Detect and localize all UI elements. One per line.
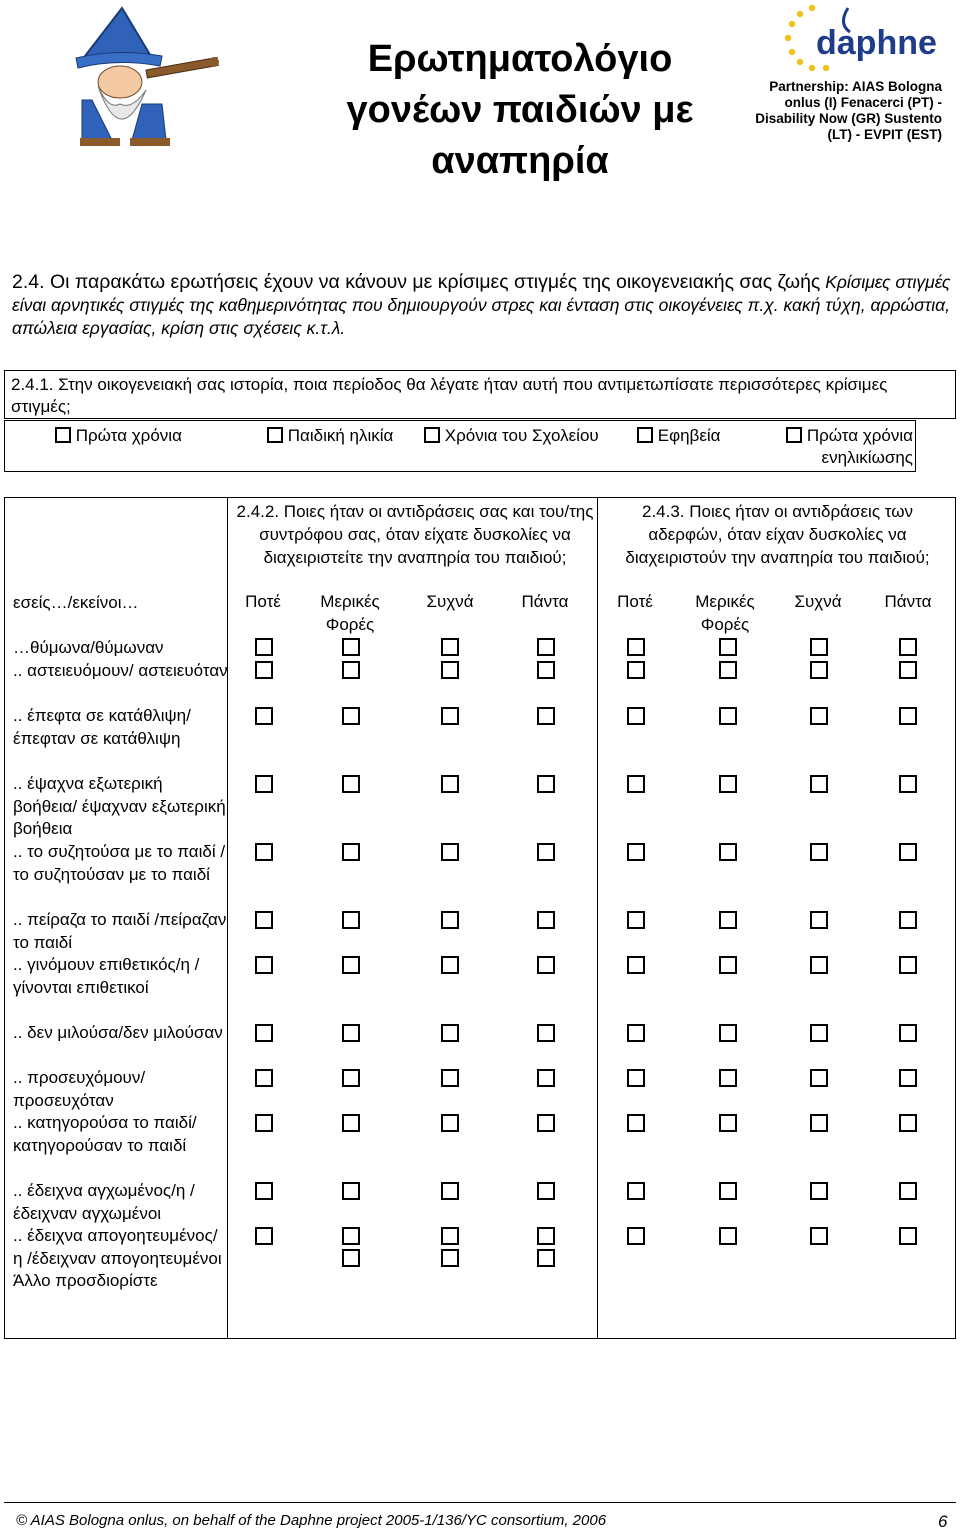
frequency-checkbox[interactable] [810, 638, 828, 656]
frequency-checkbox[interactable] [342, 707, 360, 725]
table-row-label: .. αστειευόμουν/ αστειευόταν [13, 661, 228, 680]
frequency-checkbox[interactable] [255, 1114, 273, 1132]
table-row-label: .. το συζητούσα με το παιδί /το συζητούσαν με το παιδί [13, 842, 226, 884]
frequency-checkbox[interactable] [719, 843, 737, 861]
table-row-label: .. έδειχνα αγχωμένος/η /έδειχναν αγχωμένοι [13, 1181, 195, 1223]
question-text: 2.4.1. Στην οικογενειακή σας ιστορία, ποια περίοδος θα λέγατε ήταν αυτή που αντιμετωπίσατε περισσότερες κρίσιμες στιγμές; [11, 375, 888, 416]
frequency-checkbox[interactable] [899, 1024, 917, 1042]
frequency-checkbox[interactable] [537, 775, 555, 793]
frequency-checkbox[interactable] [627, 661, 645, 679]
frequency-checkbox[interactable] [537, 661, 555, 679]
frequency-checkbox[interactable] [627, 1024, 645, 1042]
frequency-checkbox[interactable] [342, 1249, 360, 1267]
row-text: Άλλο προσδιορίστε [13, 1271, 158, 1291]
frequency-checkbox[interactable] [810, 1182, 828, 1200]
frequency-checkbox[interactable] [255, 911, 273, 929]
frequency-checkbox[interactable] [537, 707, 555, 725]
frequency-checkbox[interactable] [255, 956, 273, 974]
table-row-label: …θύμωνα/θύμωναν [13, 638, 164, 657]
frequency-checkbox[interactable] [441, 775, 459, 793]
frequency-checkbox[interactable] [810, 956, 828, 974]
frequency-checkbox[interactable] [899, 638, 917, 656]
option-childhood[interactable] [267, 425, 393, 447]
option-label: Εφηβεία [657, 426, 721, 445]
frequency-checkbox[interactable] [537, 638, 555, 656]
frequency-checkbox[interactable] [810, 661, 828, 679]
frequency-checkbox[interactable] [537, 1024, 555, 1042]
frequency-checkbox[interactable] [342, 1227, 360, 1245]
frequency-checkbox[interactable] [719, 638, 737, 656]
title-line-3: αναπηρία [431, 140, 609, 182]
footer-divider [4, 1502, 956, 1503]
title-line-1: Ερωτηματολόγιο [367, 38, 673, 80]
wizard-logo [62, 0, 220, 150]
frequency-checkbox[interactable] [627, 956, 645, 974]
partnership-line: onlus (I) Fenacerci (PT) - [784, 95, 942, 110]
frequency-checkbox[interactable] [810, 1227, 828, 1245]
frequency-checkbox[interactable] [255, 661, 273, 679]
frequency-checkbox[interactable] [627, 911, 645, 929]
frequency-checkbox[interactable] [719, 911, 737, 929]
frequency-checkbox[interactable] [537, 1114, 555, 1132]
option-early-years[interactable] [55, 425, 182, 447]
frequency-checkbox[interactable] [899, 1227, 917, 1245]
option-label: Χρόνια του Σχολείου [444, 426, 599, 445]
frequency-checkbox[interactable] [441, 1069, 459, 1087]
frequency-checkbox[interactable] [719, 956, 737, 974]
freq-never: Ποτέ [245, 592, 281, 611]
freq-always: Πάντα [521, 592, 569, 611]
table-row-label: .. πείραζα το παιδί /πείραζαν το παιδί [13, 910, 227, 952]
frequency-checkbox[interactable] [719, 1114, 737, 1132]
frequency-checkbox[interactable] [342, 1069, 360, 1087]
column-divider [597, 498, 598, 1338]
partnership-line: Disability Now (GR) Sustento [755, 111, 942, 126]
reactions-table [4, 497, 956, 1339]
table-row-label [13, 1225, 225, 1293]
frequency-checkbox[interactable] [627, 1227, 645, 1245]
partnership-line: Partnership: AIAS Bologna [769, 79, 942, 94]
frequency-checkbox[interactable] [441, 1227, 459, 1245]
frequency-checkbox[interactable] [899, 1069, 917, 1087]
option-adolescence[interactable] [637, 425, 721, 447]
frequency-checkbox[interactable] [627, 843, 645, 861]
frequency-checkbox[interactable] [899, 775, 917, 793]
frequency-checkbox[interactable] [627, 707, 645, 725]
frequency-checkbox[interactable] [537, 911, 555, 929]
title-line-2: γονέων παιδιών με [346, 89, 694, 131]
question-2-4-3: 2.4.3. Ποιες ήταν οι αντιδράσεις των αδερφών, όταν είχαν δυσκολίες να διαχειριστούν την αναπηρία του παιδιού; [625, 502, 930, 567]
frequency-checkbox[interactable] [810, 1024, 828, 1042]
frequency-checkbox[interactable] [342, 911, 360, 929]
frequency-checkbox[interactable] [441, 1114, 459, 1132]
frequency-checkbox[interactable] [719, 1069, 737, 1087]
frequency-checkbox[interactable] [899, 843, 917, 861]
section-intro [12, 271, 952, 340]
freq-always: Πάντα [884, 592, 932, 611]
frequency-checkbox[interactable] [255, 775, 273, 793]
frequency-checkbox[interactable] [441, 843, 459, 861]
option-early-adulthood[interactable] [763, 425, 913, 469]
frequency-checkbox[interactable] [810, 843, 828, 861]
frequency-checkbox[interactable] [255, 843, 273, 861]
section-heading: 2.4. Οι παρακάτω ερωτήσεις έχουν να κάνουν με κρίσιμες στιγμές της οικογενειακής σας ζωής [12, 271, 821, 293]
freq-often: Συχνά [426, 592, 474, 611]
freq-sometimes: Μερικές Φορές [320, 592, 380, 634]
frequency-checkbox[interactable] [719, 661, 737, 679]
frequency-checkbox[interactable] [810, 1114, 828, 1132]
frequency-checkbox[interactable] [810, 707, 828, 725]
frequency-checkbox[interactable] [255, 1024, 273, 1042]
option-label: Παιδική ηλικία [287, 426, 394, 445]
frequency-checkbox[interactable] [342, 1182, 360, 1200]
question-2-4-1-options [4, 420, 916, 472]
checkbox[interactable] [637, 427, 653, 443]
frequency-checkbox[interactable] [537, 956, 555, 974]
freq-sometimes: Μερικές Φορές [695, 592, 755, 634]
frequency-checkbox[interactable] [342, 1114, 360, 1132]
frequency-checkbox[interactable] [719, 1227, 737, 1245]
frequency-checkbox[interactable] [342, 956, 360, 974]
frequency-checkbox[interactable] [342, 638, 360, 656]
frequency-checkbox[interactable] [441, 1249, 459, 1267]
option-label: Πρώτα χρόνια [75, 426, 182, 445]
frequency-checkbox[interactable] [255, 638, 273, 656]
frequency-checkbox[interactable] [627, 1114, 645, 1132]
frequency-checkbox[interactable] [537, 1182, 555, 1200]
footer-copyright: © AIAS Bologna onlus, on behalf of the Daphne project 2005-1/136/YC consortium, 2006 [16, 1512, 607, 1529]
table-row-label: .. έψαχνα εξωτερική βοήθεια/ έψαχναν εξωτερική βοήθεια [13, 774, 226, 839]
frequency-checkbox[interactable] [537, 843, 555, 861]
frequency-checkbox[interactable] [537, 1227, 555, 1245]
frequency-checkbox[interactable] [899, 1114, 917, 1132]
option-school-years[interactable] [424, 425, 599, 447]
freq-never: Ποτέ [617, 592, 653, 611]
daphne-logo [778, 2, 938, 74]
frequency-checkbox[interactable] [342, 843, 360, 861]
checkbox[interactable] [424, 427, 440, 443]
checkbox[interactable] [55, 427, 71, 443]
frequency-checkbox[interactable] [719, 775, 737, 793]
frequency-checkbox[interactable] [441, 911, 459, 929]
frequency-checkbox[interactable] [255, 1227, 273, 1245]
frequency-checkbox[interactable] [810, 911, 828, 929]
partnership-text [722, 79, 942, 143]
document-title [310, 34, 730, 187]
frequency-checkbox[interactable] [627, 775, 645, 793]
frequency-checkbox[interactable] [719, 707, 737, 725]
page-number: 6 [938, 1512, 948, 1531]
frequency-checkbox[interactable] [441, 661, 459, 679]
section-description: Κρίσιμες στιγμές είναι αρνητικές στιγμές της καθημερινότητας που δημιουργούν στρες και ένταση στις οικογένειες π.χ. κακή τύχη, αρρώστια, απώλεια εργασίας, κρίση στις σχέσεις κ.τ.λ. [12, 272, 951, 338]
frequency-checkbox[interactable] [627, 638, 645, 656]
frequency-checkbox[interactable] [537, 1249, 555, 1267]
question-2-4-1 [4, 370, 956, 419]
frequency-checkbox[interactable] [810, 775, 828, 793]
table-row-label: .. δεν μιλούσα/δεν μιλούσαν [13, 1023, 223, 1042]
frequency-checkbox[interactable] [627, 1069, 645, 1087]
row-text: .. έδειχνα απογοητευμένος/η /έδειχναν απογοητευμένοι [13, 1226, 222, 1268]
frequency-checkbox[interactable] [899, 707, 917, 725]
daphne-logo-text: daphne [816, 24, 937, 62]
frequency-checkbox[interactable] [342, 661, 360, 679]
partnership-line: (LT) - EVPIT (EST) [827, 127, 942, 142]
frequency-checkbox[interactable] [719, 1024, 737, 1042]
table-row-label: .. προσευχόμουν/ προσευχόταν [13, 1068, 146, 1110]
frequency-checkbox[interactable] [255, 707, 273, 725]
frequency-checkbox[interactable] [899, 911, 917, 929]
frequency-checkbox[interactable] [627, 1182, 645, 1200]
frequency-checkbox[interactable] [441, 1182, 459, 1200]
frequency-checkbox[interactable] [537, 1069, 555, 1087]
frequency-checkbox[interactable] [342, 1024, 360, 1042]
table-row-label: .. κατηγορούσα το παιδί/ κατηγορούσαν το παιδί [13, 1113, 197, 1155]
table-row-label: .. έπεφτα σε κατάθλιψη/ έπεφταν σε κατάθλιψη [13, 706, 191, 748]
frequency-checkbox[interactable] [441, 1024, 459, 1042]
frequency-checkbox[interactable] [441, 707, 459, 725]
checkbox[interactable] [267, 427, 283, 443]
frequency-checkbox[interactable] [899, 956, 917, 974]
frequency-checkbox[interactable] [255, 1182, 273, 1200]
question-2-4-2: 2.4.2. Ποιες ήταν οι αντιδράσεις σας και του/της συντρόφου σας, όταν είχατε δυσκολίες να διαχειριστείτε την αναπηρία του παιδιού; [236, 502, 594, 567]
frequency-checkbox[interactable] [899, 661, 917, 679]
option-label: Πρώτα χρόνια ενηλικίωσης [806, 426, 913, 467]
frequency-checkbox[interactable] [342, 775, 360, 793]
frequency-checkbox[interactable] [441, 956, 459, 974]
frequency-checkbox[interactable] [719, 1182, 737, 1200]
frequency-checkbox[interactable] [810, 1069, 828, 1087]
frequency-checkbox[interactable] [255, 1069, 273, 1087]
checkbox[interactable] [786, 427, 802, 443]
freq-often: Συχνά [794, 592, 842, 611]
frequency-checkbox[interactable] [899, 1182, 917, 1200]
row-header-label: εσείς…/εκείνοι… [13, 593, 139, 612]
frequency-checkbox[interactable] [441, 638, 459, 656]
table-row-label: .. γινόμουν επιθετικός/η / γίνονται επιθετικοί [13, 955, 200, 997]
